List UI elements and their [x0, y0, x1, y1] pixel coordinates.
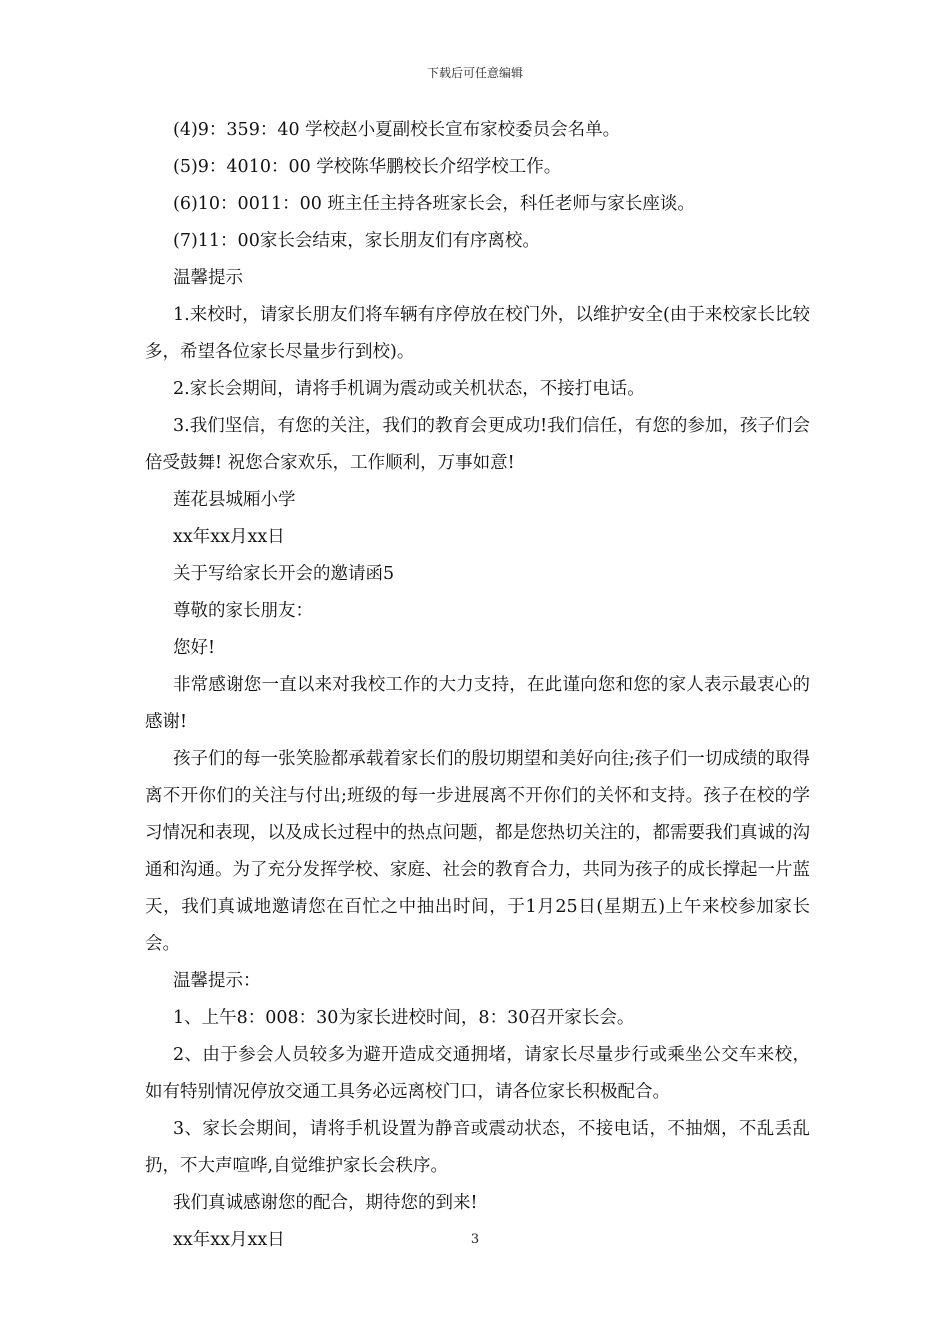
reminder-item-2: 2.家长会期间，请将手机调为震动或关机状态，不接打电话。 — [173, 379, 645, 399]
page-header: 下载后可任意编辑 — [426, 66, 523, 80]
reminder-item-3: 3.我们坚信，有您的关注，我们的教育会更成功!我们信任，有您的参加，孩子们会倍受鼓舞! 祝您合家欢乐，工作顺利，万事如意! — [145, 416, 810, 473]
letter-date: xx年xx月xx日 — [173, 1230, 285, 1250]
schedule-item-7: (7)11：00家长会结束，家长朋友们有序离校。 — [173, 231, 540, 251]
page-number: 3 — [470, 1232, 480, 1247]
letter-reminder-heading: 温馨提示： — [173, 971, 261, 991]
letter-greeting: 您好! — [173, 638, 216, 658]
letter-paragraph-thanks: 非常感谢您一直以来对我校工作的大力支持，在此谨向您和您的家人表示最衷心的感谢! — [145, 675, 810, 732]
letter-reminder-item-2: 2、由于参会人员较多为避开造成交通拥堵，请家长尽量步行或乘坐公交车来校，如有特别情况停放交通工具务必远离校门口，请各位家长积极配合。 — [145, 1045, 810, 1102]
letter-reminder-item-1: 1、上午8：008：30为家长进校时间，8：30召开家长会。 — [173, 1008, 635, 1028]
document-body — [145, 112, 810, 1259]
letter-reminder-item-3: 3、家长会期间，请将手机设置为静音或震动状态，不接电话，不抽烟，不乱丢乱扔，不大声喧哗,自觉维护家长会秩序。 — [145, 1119, 810, 1176]
letter-salutation: 尊敬的家长朋友： — [173, 601, 313, 621]
school-signature: 莲花县城厢小学 — [173, 490, 296, 510]
schedule-item-5: (5)9：4010：00 学校陈华鹏校长介绍学校工作。 — [173, 157, 562, 177]
letter-closing: 我们真诚感谢您的配合，期待您的到来! — [173, 1193, 478, 1213]
signature-date: xx年xx月xx日 — [173, 527, 285, 547]
schedule-item-6: (6)10：0011：00 班主任主持各班家长会，科任老师与家长座谈。 — [173, 194, 695, 214]
letter-title: 关于写给家长开会的邀请函5 — [173, 564, 395, 584]
schedule-item-4: (4)9：359：40 学校赵小夏副校长宣布家校委员会名单。 — [173, 120, 621, 140]
reminder-heading: 温馨提示 — [173, 268, 243, 288]
reminder-item-1: 1.来校时，请家长朋友们将车辆有序停放在校门外，以维护安全(由于来校家长比较多，希望各位家长尽量步行到校)。 — [145, 305, 810, 362]
letter-paragraph-invitation: 孩子们的每一张笑脸都承载着家长们的殷切期望和美好向往;孩子们一切成绩的取得离不开你们的关注与付出;班级的每一步进展离不开你们的关怀和支持。孩子在校的学习情况和表现，以及成长过程中的热点问题，都是您热切关注的，都需要我们真诚的沟通和沟通。为了充分发挥学校、家庭、社会的教育合力，共同为孩子的成长撑起一片蓝天，我们真诚地邀请您在百忙之中抽出时间，于1月25日(星期五)上午来校参加家长会。 — [145, 749, 810, 954]
